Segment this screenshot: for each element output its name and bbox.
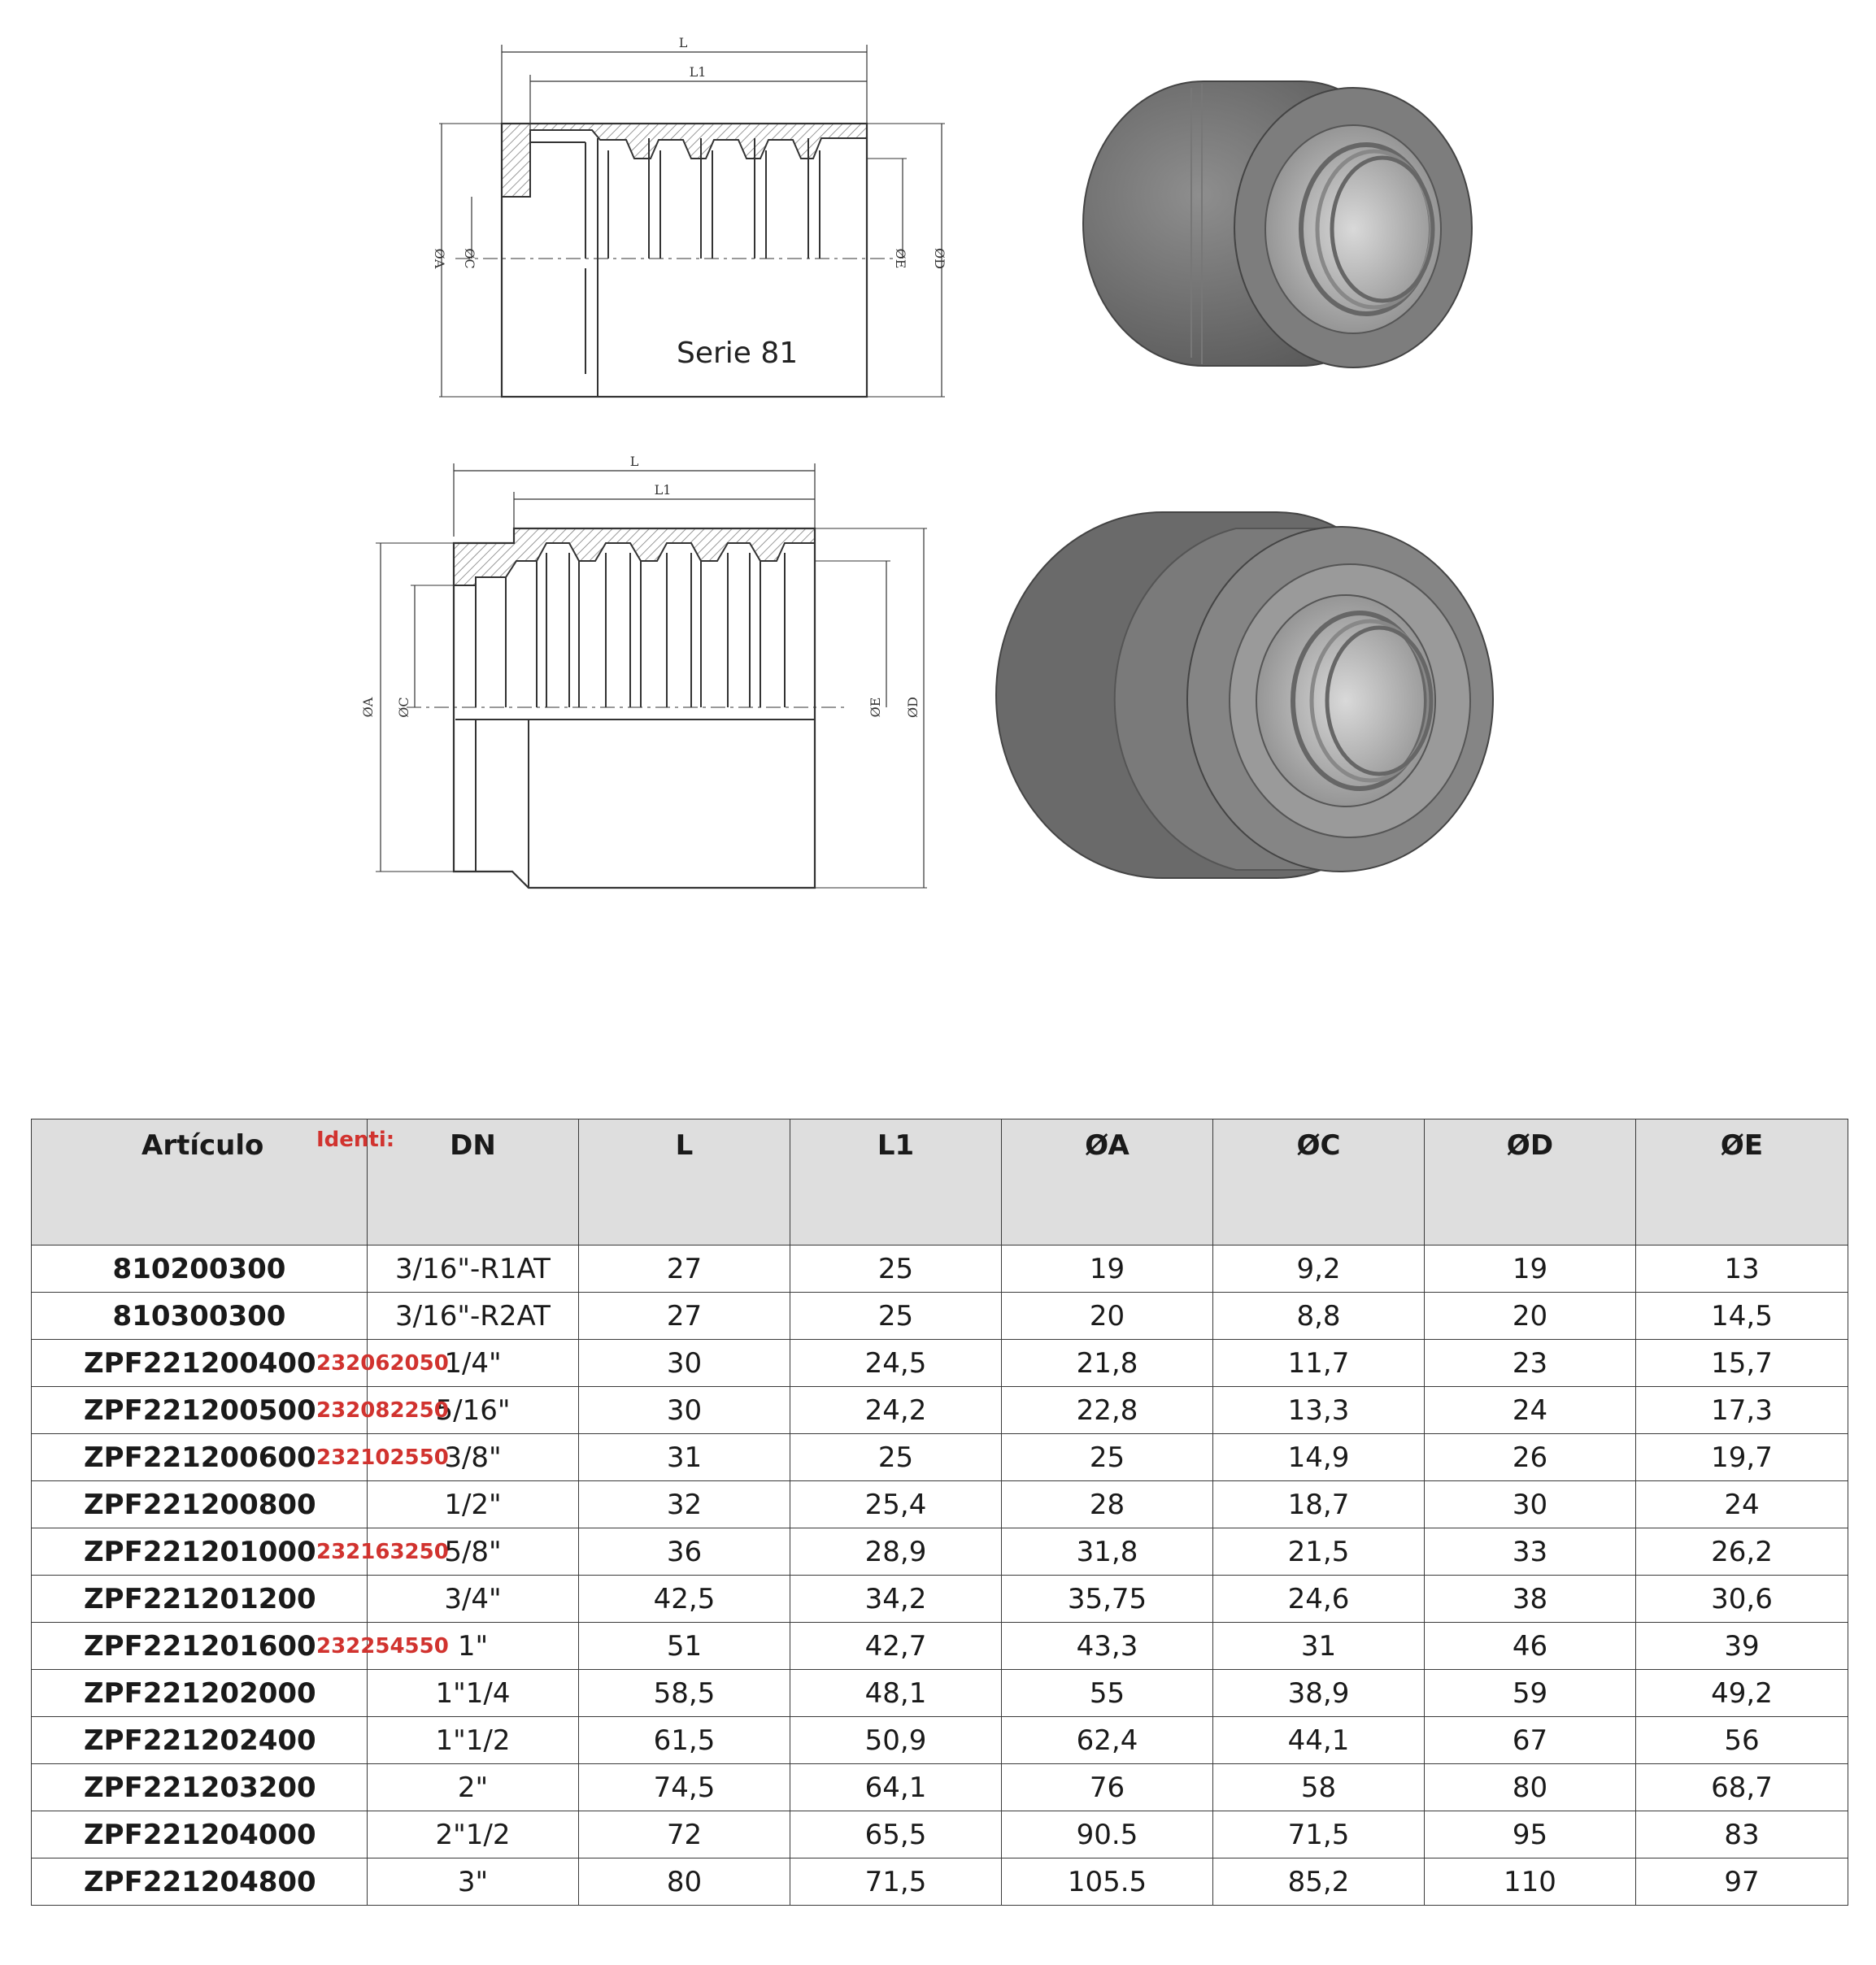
cell-e: 39 [1636,1623,1848,1670]
table-row [32,1623,1848,1670]
table-body [32,1246,1848,1906]
cell-e: 97 [1636,1858,1848,1906]
header-identi-label: Identi: [316,1128,395,1152]
cell-articulo [32,1481,368,1528]
header-l: L [579,1119,790,1246]
cell-l: 36 [579,1528,790,1576]
cell-dn: 2" [368,1764,579,1811]
articulo-code: ZPF221202400 [84,1724,316,1757]
cell-l: 58,5 [579,1670,790,1717]
table-row [32,1481,1848,1528]
identi-code: 232163250 [316,1539,449,1564]
articulo-code: ZPF221203200 [84,1771,316,1804]
cell-a: 62,4 [1002,1717,1213,1764]
table-row [32,1387,1848,1434]
cell-e: 17,3 [1636,1387,1848,1434]
cell-d: 95 [1425,1811,1636,1858]
ferrule-3d-bottom [996,512,1493,878]
table-row [32,1528,1848,1576]
cell-l1: 48,1 [790,1670,1002,1717]
table-row [32,1576,1848,1623]
cell-e: 68,7 [1636,1764,1848,1811]
articulo-code: ZPF221201000 [84,1535,316,1568]
cell-l1: 28,9 [790,1528,1002,1576]
cell-a: 55 [1002,1670,1213,1717]
cell-articulo [32,1623,449,1670]
cell-l: 74,5 [579,1764,790,1811]
cell-a: 76 [1002,1764,1213,1811]
cell-d: 33 [1425,1528,1636,1576]
cell-l: 27 [579,1246,790,1293]
articulo-code: ZPF221202000 [84,1676,316,1710]
table-row [32,1717,1848,1764]
cell-l1: 65,5 [790,1811,1002,1858]
table-row [32,1670,1848,1717]
dim-label-D-bottom: ØD [905,697,921,718]
header-a: ØA [1002,1119,1213,1246]
cell-c: 44,1 [1213,1717,1425,1764]
cell-l1: 25 [790,1293,1002,1340]
cell-l1: 34,2 [790,1576,1002,1623]
cell-c: 21,5 [1213,1528,1425,1576]
cell-a: 105.5 [1002,1858,1213,1906]
identi-code: 232062050 [316,1350,449,1376]
cell-c: 38,9 [1213,1670,1425,1717]
cell-l1: 64,1 [790,1764,1002,1811]
dim-label-L1-bottom: L1 [654,482,672,498]
cell-articulo [32,1717,368,1764]
cell-d: 24 [1425,1387,1636,1434]
table-row [32,1293,1848,1340]
cell-dn: 3/16"-R1AT [368,1246,579,1293]
cell-a: 43,3 [1002,1623,1213,1670]
cell-l: 80 [579,1858,790,1906]
cell-a: 20 [1002,1293,1213,1340]
ferrule-3d-top [1083,81,1472,367]
cell-l1: 50,9 [790,1717,1002,1764]
identi-code: 232254550 [316,1633,449,1659]
header-e: ØE [1636,1119,1848,1246]
cell-l1: 24,2 [790,1387,1002,1434]
header-l1: L1 [790,1119,1002,1246]
technical-drawings [0,0,1876,935]
cell-c: 8,8 [1213,1293,1425,1340]
header-d: ØD [1425,1119,1636,1246]
cell-l1: 25,4 [790,1481,1002,1528]
cell-a: 22,8 [1002,1387,1213,1434]
articulo-code: ZPF221200400 [84,1346,316,1380]
cell-dn: 5/16" [368,1387,579,1434]
specs-table [31,1119,1848,1906]
cell-d: 67 [1425,1717,1636,1764]
cell-e: 26,2 [1636,1528,1848,1576]
cell-d: 19 [1425,1246,1636,1293]
articulo-code: ZPF221200500 [84,1393,316,1427]
cell-c: 24,6 [1213,1576,1425,1623]
articulo-code: ZPF221200600 [84,1441,316,1474]
cell-a: 19 [1002,1246,1213,1293]
cell-l1: 25 [790,1246,1002,1293]
cell-dn: 2"1/2 [368,1811,579,1858]
cell-articulo [32,1246,368,1293]
cell-l1: 25 [790,1434,1002,1481]
cell-d: 26 [1425,1434,1636,1481]
cell-e: 56 [1636,1717,1848,1764]
cell-e: 83 [1636,1811,1848,1858]
articulo-code: ZPF221204000 [84,1818,316,1851]
table-row [32,1764,1848,1811]
table-row [32,1858,1848,1906]
table-row [32,1246,1848,1293]
cell-l: 30 [579,1340,790,1387]
cell-articulo [32,1434,449,1481]
cell-c: 11,7 [1213,1340,1425,1387]
articulo-code: ZPF221201600 [84,1629,316,1663]
dim-label-C-bottom: ØC [396,697,411,718]
cell-e: 49,2 [1636,1670,1848,1717]
cell-a: 21,8 [1002,1340,1213,1387]
cell-a: 28 [1002,1481,1213,1528]
cell-dn: 1"1/4 [368,1670,579,1717]
cell-articulo [32,1293,368,1340]
cell-e: 19,7 [1636,1434,1848,1481]
table-row [32,1340,1848,1387]
dim-label-A-bottom: ØA [360,697,376,718]
cell-articulo [32,1670,368,1717]
cell-c: 14,9 [1213,1434,1425,1481]
cell-e: 14,5 [1636,1293,1848,1340]
cell-l: 51 [579,1623,790,1670]
cell-c: 18,7 [1213,1481,1425,1528]
table-row [32,1434,1848,1481]
cell-dn: 1/4" [368,1340,579,1387]
cell-l: 61,5 [579,1717,790,1764]
cell-l: 72 [579,1811,790,1858]
cell-c: 58 [1213,1764,1425,1811]
dim-label-L-top: L [678,35,688,50]
dim-label-L1-top: L1 [689,64,707,80]
cell-d: 38 [1425,1576,1636,1623]
dim-label-C-top: ØC [462,248,477,269]
cell-c: 13,3 [1213,1387,1425,1434]
header-articulo [32,1119,395,1246]
cell-dn: 1/2" [368,1481,579,1528]
cell-dn: 3/4" [368,1576,579,1623]
header-dn: DN [368,1119,579,1246]
cell-l1: 24,5 [790,1340,1002,1387]
cell-dn: 1" [368,1623,579,1670]
cell-l: 31 [579,1434,790,1481]
cell-articulo [32,1811,368,1858]
cell-d: 30 [1425,1481,1636,1528]
cell-l: 32 [579,1481,790,1528]
table-row [32,1811,1848,1858]
cell-dn: 3/8" [368,1434,579,1481]
cell-e: 24 [1636,1481,1848,1528]
cell-l: 42,5 [579,1576,790,1623]
cell-l1: 71,5 [790,1858,1002,1906]
cell-c: 85,2 [1213,1858,1425,1906]
cell-l: 30 [579,1387,790,1434]
cell-dn: 1"1/2 [368,1717,579,1764]
articulo-code: ZPF221200800 [84,1488,316,1521]
cell-c: 9,2 [1213,1246,1425,1293]
header-c: ØC [1213,1119,1425,1246]
cell-articulo [32,1387,449,1434]
cell-e: 13 [1636,1246,1848,1293]
cell-a: 35,75 [1002,1576,1213,1623]
dim-label-E-bottom: ØE [868,697,883,718]
cell-d: 20 [1425,1293,1636,1340]
identi-code: 232102550 [316,1445,449,1470]
cell-d: 23 [1425,1340,1636,1387]
table-header-row [32,1119,1848,1246]
cell-dn: 3" [368,1858,579,1906]
cell-c: 31 [1213,1623,1425,1670]
series-label: Serie 81 [677,337,799,370]
cell-articulo [32,1340,449,1387]
articulo-code: ZPF221201200 [84,1582,316,1615]
dim-label-L-bottom: L [629,454,639,469]
dim-label-E-top: ØE [893,248,908,269]
cell-dn: 5/8" [368,1528,579,1576]
section-drawing-bottom [376,463,927,888]
cell-l1: 42,7 [790,1623,1002,1670]
cell-a: 90.5 [1002,1811,1213,1858]
cell-d: 59 [1425,1670,1636,1717]
cell-a: 31,8 [1002,1528,1213,1576]
cell-e: 30,6 [1636,1576,1848,1623]
cell-articulo [32,1528,449,1576]
header-articulo-label: Artículo [141,1129,264,1162]
cell-c: 71,5 [1213,1811,1425,1858]
dim-label-A-top: ØA [432,248,447,269]
cell-a: 25 [1002,1434,1213,1481]
cell-d: 80 [1425,1764,1636,1811]
identi-code: 232082250 [316,1398,449,1423]
cell-e: 15,7 [1636,1340,1848,1387]
articulo-code: 810200300 [112,1252,286,1285]
dim-label-D-top: ØD [932,248,947,269]
cell-articulo [32,1764,368,1811]
cell-articulo [32,1858,368,1906]
articulo-code: 810300300 [112,1299,286,1332]
cell-l: 27 [579,1293,790,1340]
cell-articulo [32,1576,368,1623]
cell-dn: 3/16"-R2AT [368,1293,579,1340]
cell-d: 46 [1425,1623,1636,1670]
articulo-code: ZPF221204800 [84,1865,316,1898]
cell-d: 110 [1425,1858,1636,1906]
